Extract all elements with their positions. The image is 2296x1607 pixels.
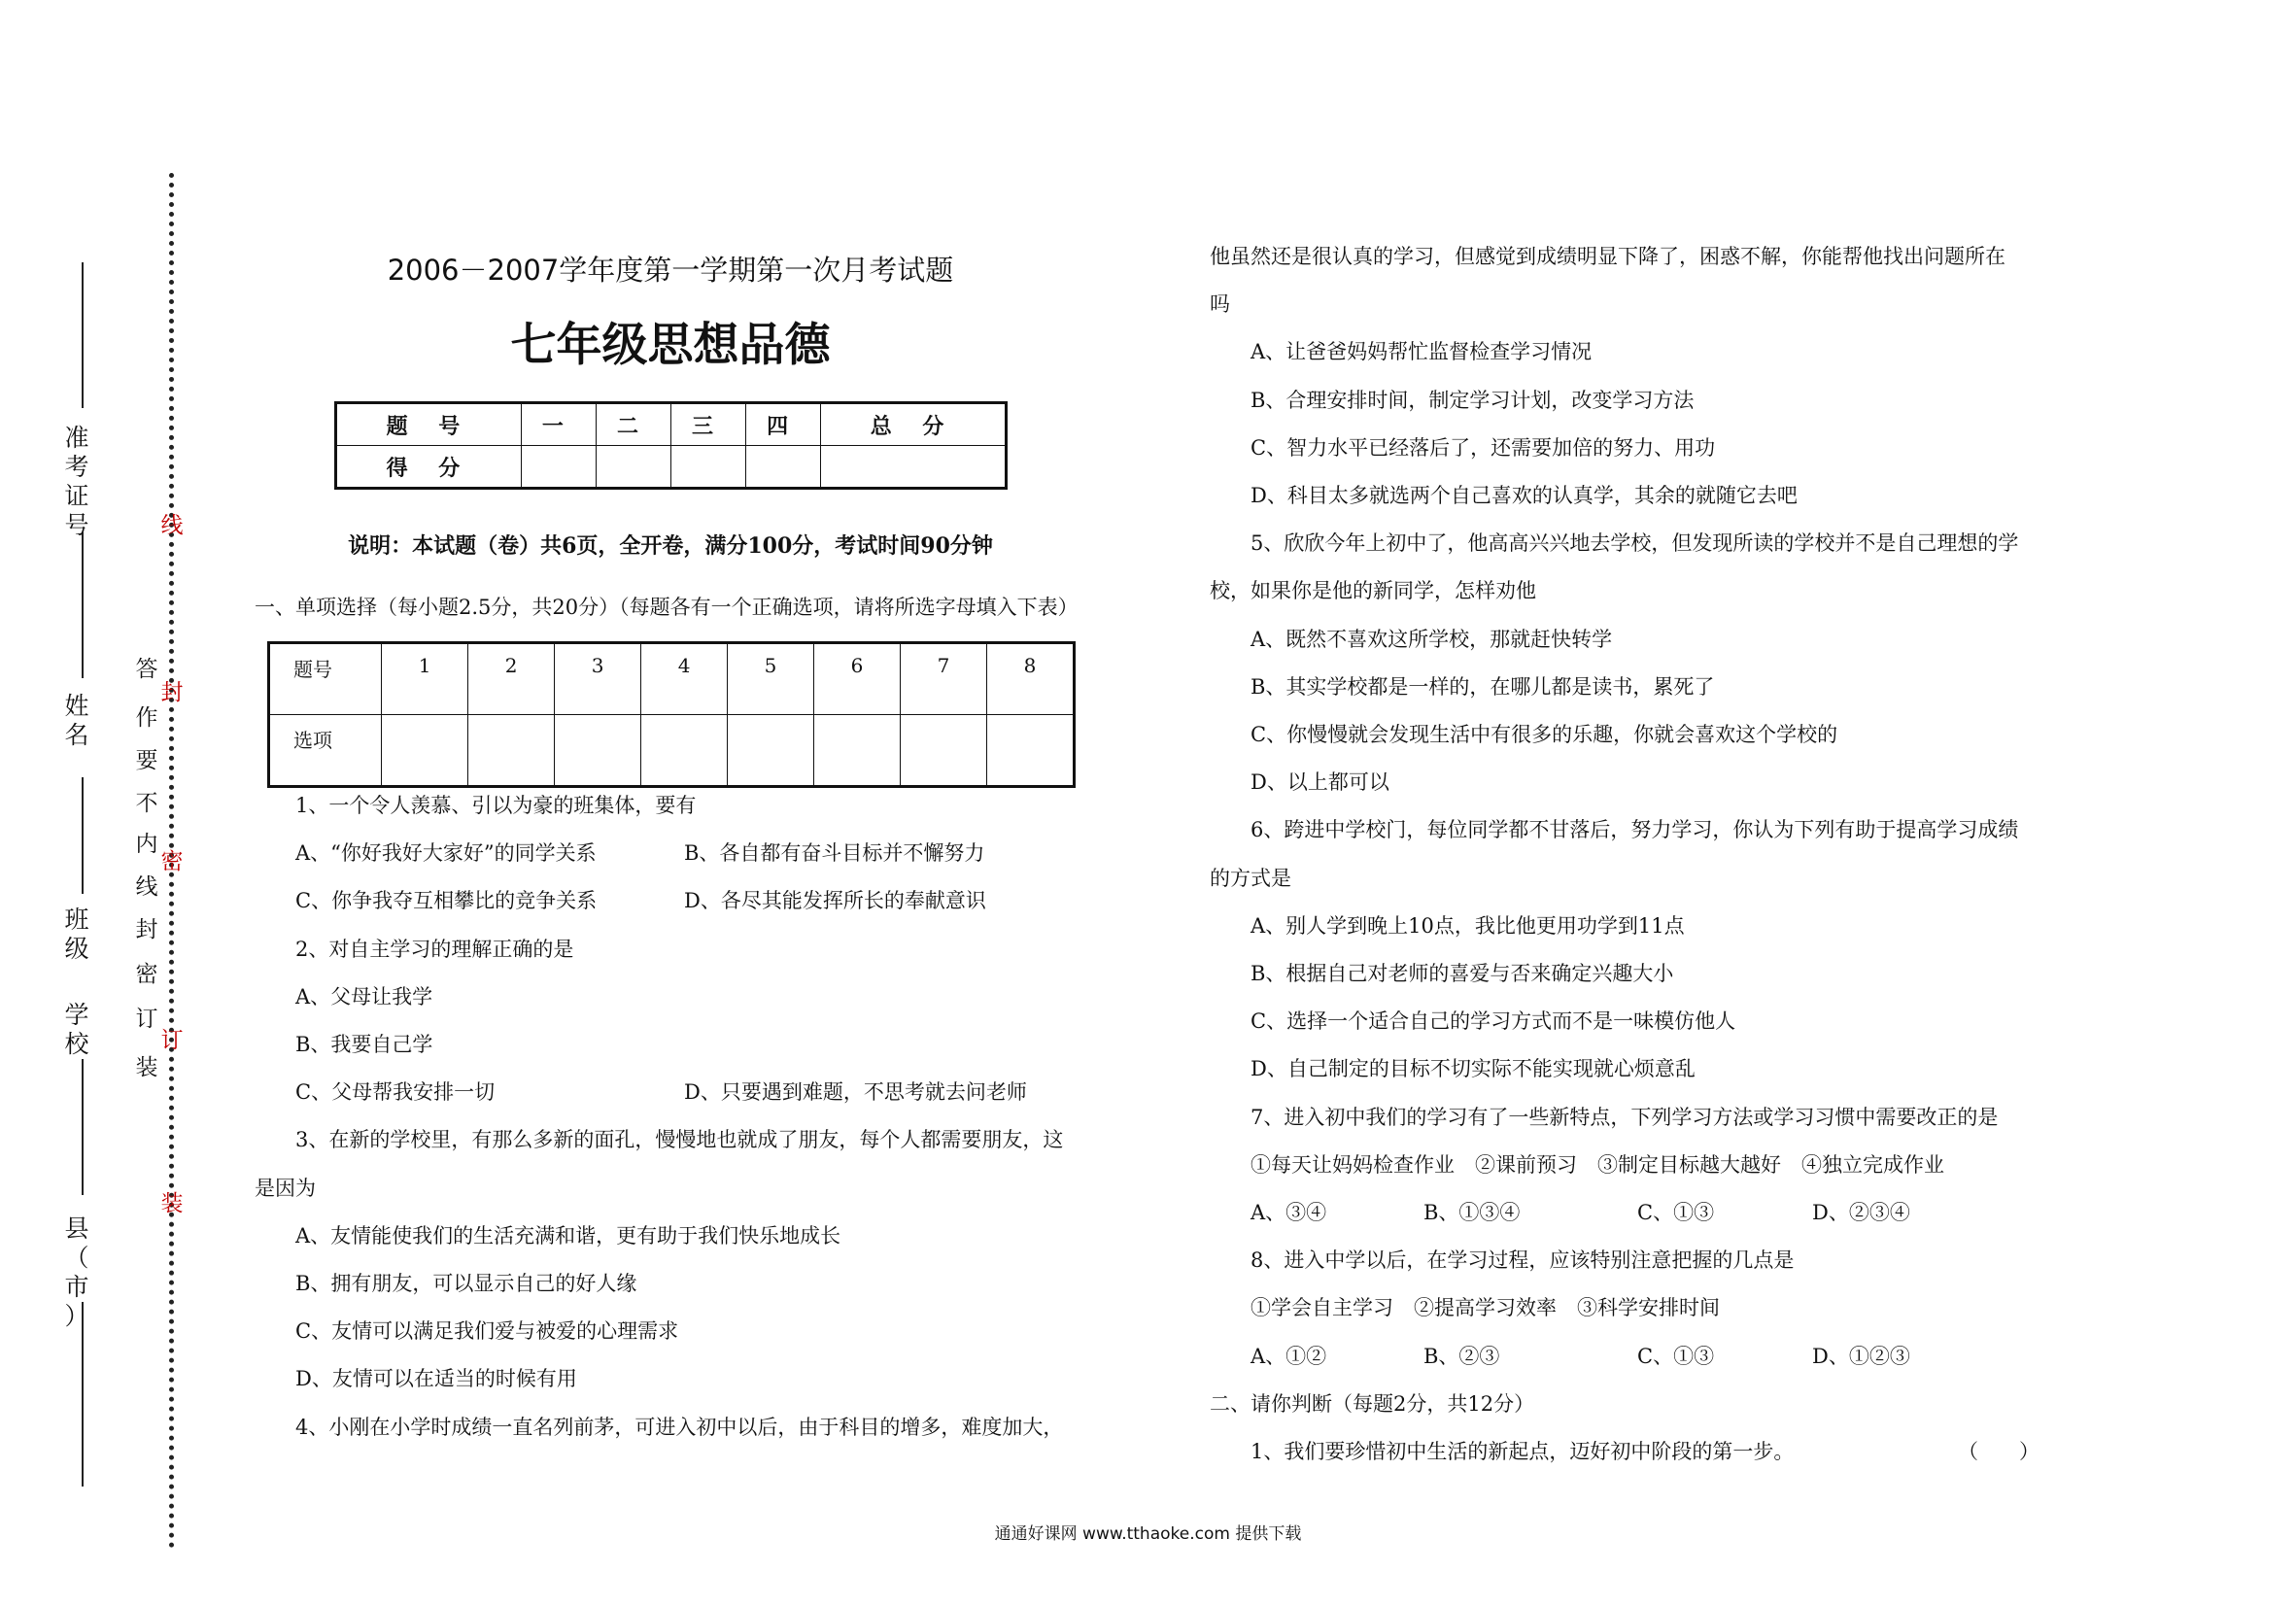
option-7d: D、②③④ (1812, 1201, 1910, 1225)
footer-source: 通通好课网 www.tthaoke.com 提供下载 (994, 1524, 1302, 1544)
option-row (1210, 1333, 2065, 1381)
seal-word-secret: 密 (160, 849, 184, 874)
option-5a: A、既然不喜欢这所学校，那就赶快转学 (1251, 627, 1613, 651)
score-table (334, 401, 1008, 490)
option-4a: A、让爸爸妈妈帮忙监督检查学习情况 (1251, 340, 1593, 364)
score-table-cell: 得 分 (336, 446, 522, 489)
notice-char-2: 作 (135, 705, 158, 731)
answer-table-number: 2 (468, 643, 555, 715)
score-input-cell[interactable] (596, 446, 670, 489)
answer-table-number: 8 (986, 643, 1074, 715)
answer-table-number: 5 (728, 643, 814, 715)
option-2d: D、只要遇到难题，不思考就去问老师 (684, 1080, 1027, 1105)
option-5d: D、以上都可以 (1251, 770, 1389, 795)
score-table-cell: 一 (521, 403, 596, 446)
option-1c: C、你争我夺互相攀比的竞争关系 (295, 889, 598, 913)
question-7: 7、进入初中我们的学习有了一些新特点，下列学习方法或学习习惯中需要改正的是 (1251, 1105, 1999, 1129)
score-input-cell[interactable] (821, 446, 1007, 489)
judgement-1: 1、我们要珍惜初中生活的新起点，迈好初中阶段的第一步。 (1251, 1440, 1795, 1464)
option-7b: B、①③④ (1423, 1201, 1521, 1225)
option-5b: B、其实学校都是一样的，在哪儿都是读书，累死了 (1251, 674, 1715, 699)
option-7c: C、①③ (1637, 1201, 1715, 1225)
score-table-cell: 二 (596, 403, 670, 446)
section2-title: 二、请你判断（每题2分，共12分） (1210, 1391, 1535, 1416)
option-8d: D、①②③ (1812, 1344, 1910, 1368)
option-4c: C、智力水平已经落后了，还需要加倍的努力、用功 (1251, 435, 1716, 460)
field-label-school: 学 校 (64, 1001, 89, 1058)
option-3d: D、友情可以在适当的时候有用 (295, 1367, 577, 1391)
seal-word-line: 线 (160, 513, 184, 538)
option-2a: A、父母让我学 (295, 984, 433, 1009)
option-6c: C、选择一个适合自己的学习方式而不是一味模仿他人 (1251, 1009, 1736, 1034)
option-4b: B、合理安排时间，制定学习计划，改变学习方法 (1251, 388, 1695, 412)
option-1d: D、各尽其能发挥所长的奉献意识 (684, 889, 986, 913)
field-line-school (82, 1059, 84, 1195)
option-row (255, 830, 1100, 877)
answer-input-cell[interactable] (901, 715, 987, 787)
option-2c: C、父母帮我安排一切 (295, 1080, 496, 1105)
score-table-header-row (336, 403, 1007, 446)
answer-table-number: 6 (814, 643, 901, 715)
answer-table-head-label: 题号 (269, 643, 382, 715)
option-8b: B、②③ (1423, 1344, 1500, 1368)
left-question-column (255, 782, 1100, 1452)
answer-table-number-row (269, 643, 1075, 715)
option-row (255, 1069, 1100, 1116)
question-7-items: ①每天让妈妈检查作业 ②课前预习 ③制定目标越大越好 ④独立完成作业 (1251, 1152, 1944, 1177)
field-label-exam-number: 准 考 证 号 (64, 424, 89, 539)
seal-word-bind: 订 (160, 1028, 184, 1053)
answer-input-cell[interactable] (986, 715, 1074, 787)
answer-input-cell[interactable] (814, 715, 901, 787)
score-table-cell: 三 (670, 403, 745, 446)
option-row (1210, 1189, 2065, 1237)
notice-char-9: 订 (135, 1007, 158, 1032)
answer-table-number: 7 (901, 643, 987, 715)
notice-char-1: 答 (135, 657, 158, 682)
answer-input-cell[interactable] (555, 715, 641, 787)
exam-title: 2006－2007学年度第一学期第一次月考试题 (387, 254, 954, 287)
field-label-name: 姓 名 (64, 692, 89, 749)
question-8: 8、进入中学以后，在学习过程，应该特别注意把握的几点是 (1251, 1248, 1795, 1273)
field-line-name (82, 532, 84, 678)
score-input-cell[interactable] (746, 446, 821, 489)
option-row (255, 877, 1100, 925)
notice-char-7: 封 (135, 917, 158, 942)
answer-table-number: 1 (382, 643, 468, 715)
section1-title: 一、单项选择（每小题2.5分，共20分）（每题各有一个正确选项，请将所选字母填入下表） (255, 596, 1079, 619)
seal-word-seal: 封 (160, 680, 184, 705)
score-input-cell[interactable] (521, 446, 596, 489)
judgement-row (1210, 1428, 2065, 1476)
option-3b: B、拥有朋友，可以显示自己的好人缘 (295, 1271, 637, 1295)
option-6b: B、根据自己对老师的喜爱与否来确定兴趣大小 (1251, 962, 1674, 986)
option-2b: B、我要自己学 (295, 1032, 433, 1056)
notice-char-3: 要 (135, 748, 158, 773)
field-line-exam-number (82, 262, 84, 408)
question-2: 2、对自主学习的理解正确的是 (295, 937, 574, 961)
score-table-score-row (336, 446, 1007, 489)
answer-input-cell[interactable] (641, 715, 728, 787)
question-4-cont: 他虽然还是很认真的学习，但感觉到成绩明显下降了，困惑不解，你能帮他找出问题所在 (1210, 245, 2005, 268)
option-3a: A、友情能使我们的生活充满和谐，更有助于我们快乐地成长 (295, 1223, 841, 1248)
option-1b: B、各自都有奋斗目标并不懈努力 (684, 841, 985, 866)
notice-char-6: 线 (135, 874, 158, 900)
exam-instruction: 说明：本试题（卷）共6页，全开卷，满分100分，考试时间90分钟 (348, 533, 993, 559)
option-3c: C、友情可以满足我们爱与被爱的心理需求 (295, 1319, 679, 1344)
answer-table-number: 3 (555, 643, 641, 715)
answer-table-number: 4 (641, 643, 728, 715)
field-line-class (82, 777, 84, 894)
notice-char-5: 内 (135, 832, 158, 857)
answer-table (267, 641, 1076, 788)
notice-char-8: 密 (135, 962, 158, 987)
score-input-cell[interactable] (670, 446, 745, 489)
question-8-items: ①学会自主学习 ②提高学习效率 ③科学安排时间 (1251, 1296, 1720, 1320)
option-1a: A、“你好我好大家好”的同学关系 (295, 841, 597, 866)
option-4d: D、科目太多就选两个自己喜欢的认真学，其余的就随它去吧 (1251, 484, 1798, 508)
question-4: 4、小刚在小学时成绩一直名列前茅，可进入初中以后，由于科目的增多，难度加大， (295, 1415, 1064, 1439)
score-table-cell: 题 号 (336, 403, 522, 446)
seal-word-pack: 装 (160, 1191, 184, 1216)
right-question-column (1210, 233, 2065, 1476)
option-6d: D、自己制定的目标不切实际不能实现就心烦意乱 (1251, 1057, 1696, 1081)
option-6a: A、别人学到晚上10点，我比他更用功学到11点 (1251, 913, 1685, 938)
answer-table-answer-label: 选项 (269, 715, 382, 787)
question-5-cont: 校，如果你是他的新同学，怎样劝他 (1210, 579, 1536, 603)
option-8a: A、①② (1251, 1344, 1327, 1368)
score-table-cell: 总 分 (821, 403, 1007, 446)
judgement-1-blank[interactable]: （ ） (1958, 1440, 2039, 1464)
question-4-cont2: 吗 (1210, 292, 1230, 317)
notice-char-4: 不 (135, 791, 158, 816)
question-6-cont: 的方式是 (1210, 866, 1291, 890)
score-table-cell: 四 (746, 403, 821, 446)
field-label-county: 县 （ 市 ） (64, 1214, 89, 1330)
option-5c: C、你慢慢就会发现生活中有很多的乐趣，你就会喜欢这个学校的 (1251, 723, 1838, 747)
answer-input-cell[interactable] (382, 715, 468, 787)
answer-input-cell[interactable] (728, 715, 814, 787)
answer-table-answer-row (269, 715, 1075, 787)
question-5: 5、欣欣今年上初中了，他高高兴兴地去学校，但发现所读的学校并不是自己理想的学 (1251, 531, 2019, 556)
question-3-cont: 是因为 (255, 1176, 316, 1200)
question-6: 6、跨进中学校门，每位同学都不甘落后，努力学习，你认为下列有助于提高学习成绩 (1251, 818, 2019, 842)
option-8c: C、①③ (1637, 1344, 1715, 1368)
answer-input-cell[interactable] (468, 715, 555, 787)
subject-title: 七年级思想品德 (510, 319, 831, 372)
question-3: 3、在新的学校里，有那么多新的面孔，慢慢地也就成了朋友，每个人都需要朋友，这 (295, 1128, 1064, 1152)
field-label-class: 班 级 (64, 906, 89, 963)
question-1: 1、一个令人羡慕、引以为豪的班集体，要有 (295, 794, 697, 817)
notice-char-10: 装 (135, 1055, 158, 1080)
option-7a: A、③④ (1251, 1201, 1327, 1225)
